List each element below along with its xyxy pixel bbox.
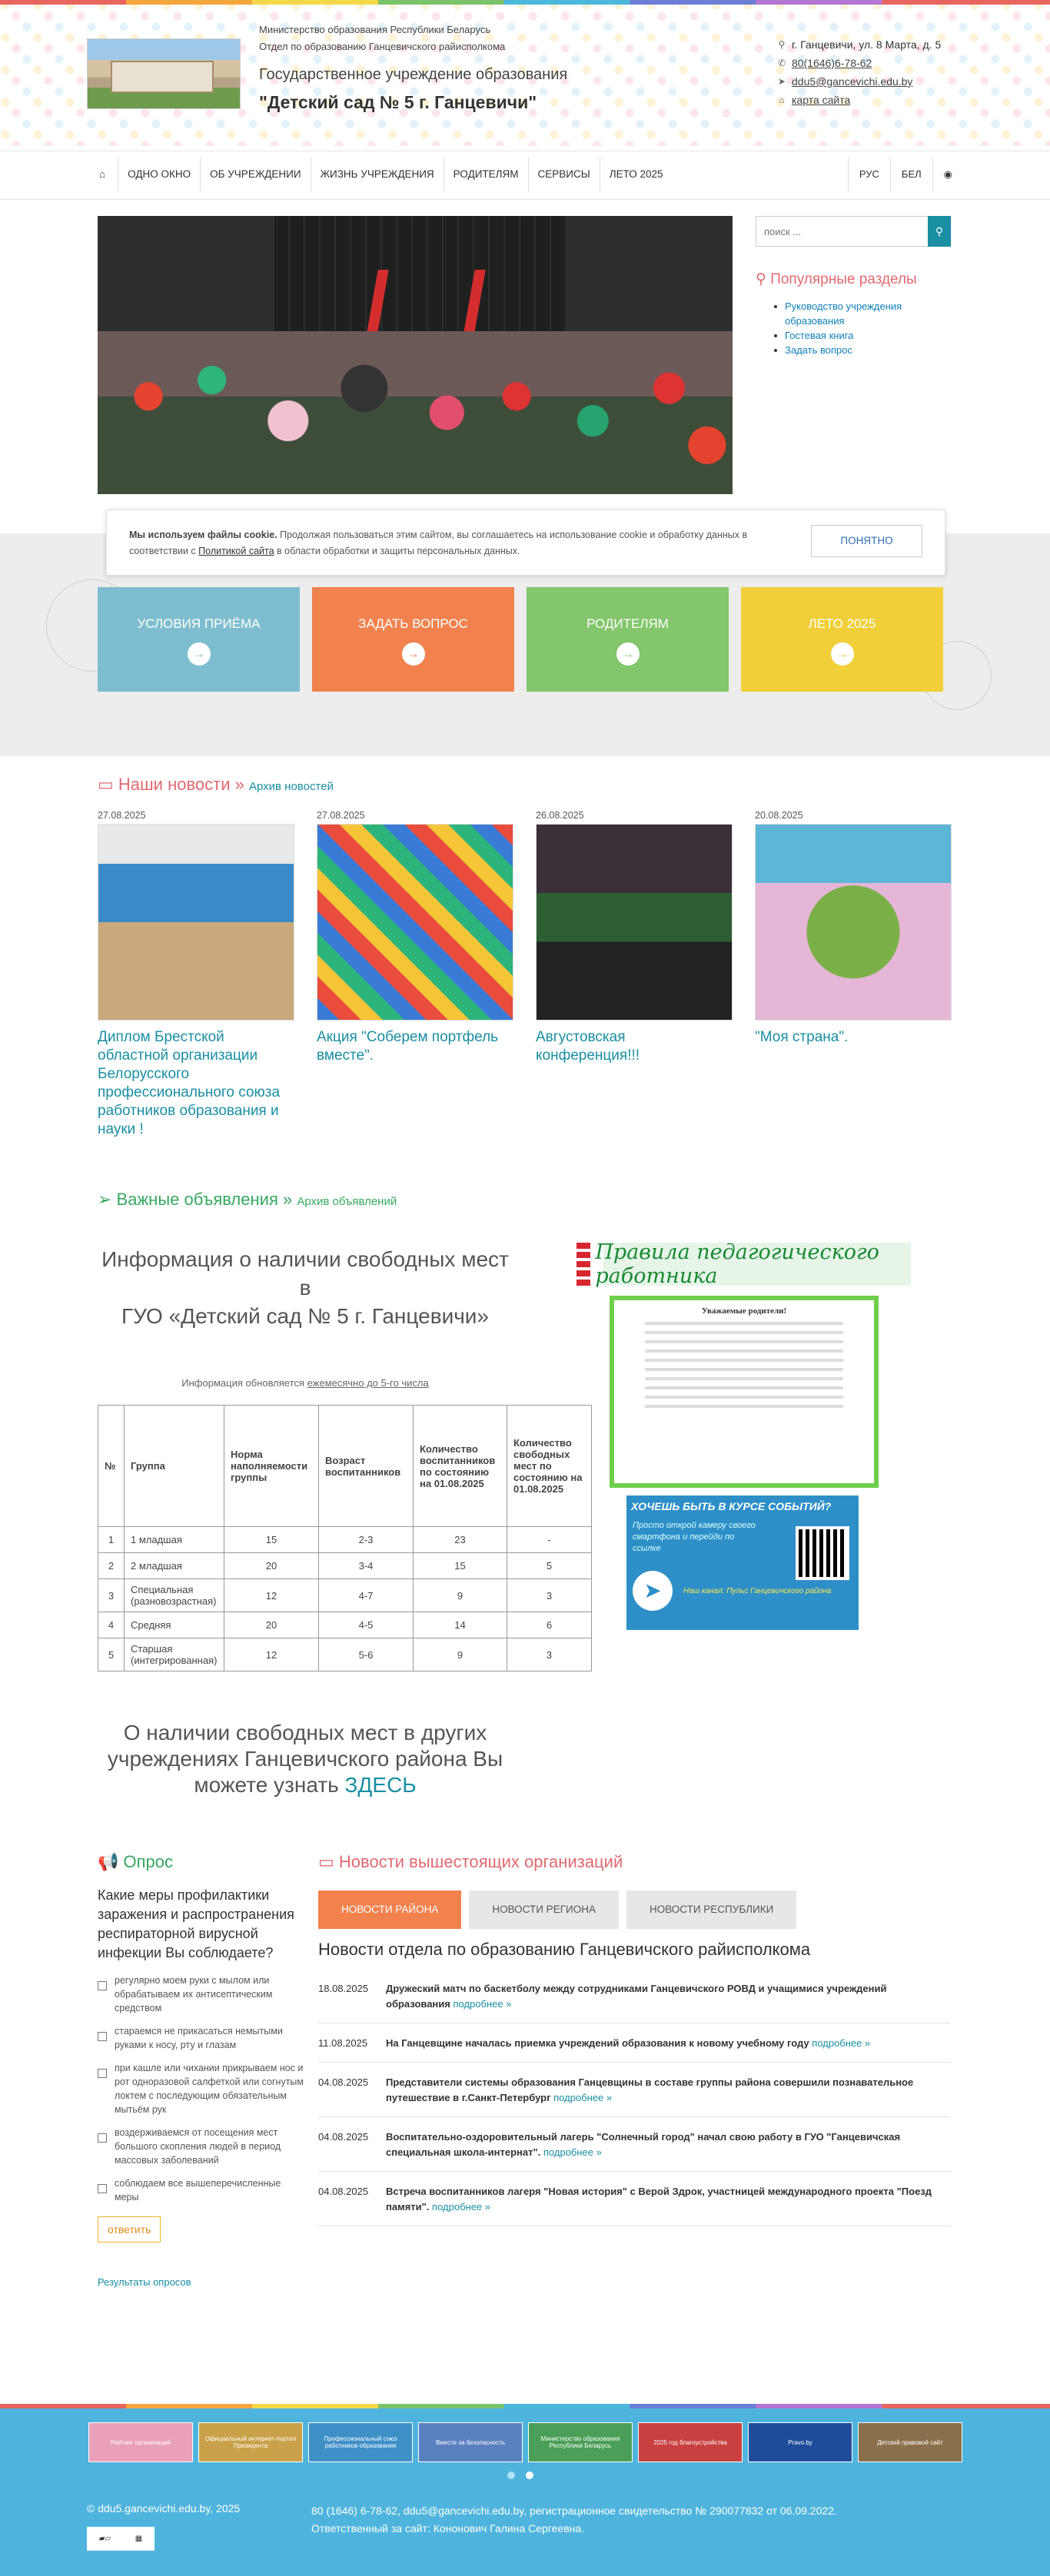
sitemap-link[interactable]: карта сайта [792,94,851,106]
other-availability-text: О наличии свободных мест в других учреждениях Ганцевичского района Вы можете узнать [107,1721,503,1797]
table-cell: 5 [98,1638,125,1671]
table-header: Количество воспитанников по состоянию на 01.08.2025 [414,1406,507,1527]
here-link[interactable]: ЗДЕСЬ [344,1773,417,1797]
note-link: ежемесячно до 5-го числа [307,1377,429,1389]
poll-option[interactable] [98,2126,305,2167]
table-cell: 4 [98,1612,125,1638]
paper-plane-icon: ➢ [98,1190,117,1209]
news-date: 18.08.2025 [318,1983,369,1994]
other-availability [98,1720,513,1798]
table-header: № [98,1406,125,1527]
table-cell: 3 [98,1579,125,1612]
nav-item-parents[interactable]: РОДИТЕЛЯМ [444,158,529,191]
address-row [776,35,941,54]
news-text[interactable]: На Ганцевщине началась приемка учреждений образования к новому учебному году [386,2037,809,2049]
tile-summer[interactable] [741,587,943,692]
table-cell: 15 [224,1527,319,1553]
pin-icon: ⚲ [756,271,771,287]
newspaper-icon: ▭ [318,1852,339,1871]
table-header: Возраст воспитанников [319,1406,414,1527]
news-photo[interactable] [536,824,733,1021]
email-row [776,72,941,91]
news-card[interactable] [536,810,733,1065]
phone-icon: ✆ [777,58,786,68]
partner-banner[interactable]: Официальный интернет-портал Президента [198,2422,303,2462]
news-date: 11.08.2025 [318,2037,368,2049]
list-item [318,2063,951,2117]
poll-option[interactable] [98,1973,305,2015]
tile-label: ЗАДАТЬ ВОПРОС [358,616,468,631]
news-tabs [318,1891,951,1929]
news-text[interactable]: Воспитательно-оздоровительный лагерь "Солнечный город" начал свою работу в ГУО "Ганцевичская специальная школа-интернат". [386,2131,901,2158]
table-cell: 4-7 [319,1579,414,1612]
search-button[interactable] [928,216,951,247]
announce-heading: ➢ Важные объявления » Архив объявлений [98,1190,397,1209]
higher-news-heading [318,1852,951,1872]
news-card[interactable] [755,810,952,1047]
poll-checkbox[interactable] [98,1981,107,1990]
read-more-link[interactable]: подробнее » [543,2146,602,2158]
higher-org-news [318,1852,951,2226]
tab-district-news[interactable]: НОВОСТИ РАЙОНА [318,1891,461,1929]
news-card[interactable] [317,810,513,1065]
grid-icon: ▦ [135,2535,143,2543]
poll-question: Какие меры профилактики заражения и распространения респираторной вирусной инфекции Вы соблюдаете? [98,1887,294,1960]
poll-heading [98,1852,305,1872]
carousel-dot[interactable] [526,2471,533,2479]
news-archive-link[interactable]: Архив новостей [248,780,334,793]
availability-title-line: ГУО «Детский сад № 5 г. Ганцевичи» [121,1304,490,1328]
partner-banner[interactable]: Министерство образования Республики Беларусь [528,2422,633,2462]
tile-admission[interactable] [98,587,300,692]
ministry-info [259,22,505,55]
table-cell: 3-4 [319,1553,414,1579]
lang-rus[interactable]: РУС [848,158,890,191]
table-header: Группа [125,1406,224,1527]
read-more-link[interactable]: подробнее » [812,2037,871,2049]
arrow-right-icon: → [188,642,211,666]
poll-option-label: регулярно моем руки с мылом или обрабатываем их антисептическим средством [115,1975,273,2013]
news-photo[interactable] [755,824,952,1021]
table-cell: - [507,1527,592,1553]
nav-menu [87,158,673,191]
table-cell: 3 [507,1638,592,1671]
tile-parents[interactable] [527,587,729,692]
arrow-right-icon: → [402,642,425,666]
read-more-link[interactable]: подробнее » [553,2092,613,2103]
poll-title: Опрос [123,1852,174,1871]
list-item [318,1969,951,2023]
table-row [98,1612,592,1638]
newspaper-icon: ▭ [98,775,118,794]
news-photo[interactable] [98,824,294,1021]
popular-item[interactable]: Гостевая книга [785,328,955,343]
cookie-text-1: Продолжая пользоваться этим сайтом, вы соглашаетесь на использование cookie и обработку данных в соответствии с [129,529,748,556]
counter-icon: ▰▱ [98,2535,111,2543]
partner-banners [88,2422,962,2462]
lang-bel[interactable]: БЕЛ [890,158,932,191]
cookie-text [129,527,806,559]
table-cell: 5-6 [319,1638,414,1671]
partner-banner[interactable]: Рейтинг организаций [88,2422,193,2462]
send-icon: ➤ [777,76,786,87]
news-card[interactable] [98,810,294,1139]
map-pin-icon: ⚲ [778,39,786,50]
poster-heading: Уважаемые родители! [701,1306,787,1316]
popular-title-text: Популярные разделы [770,271,917,287]
table-cell: 15 [414,1553,507,1579]
cookie-text-2: в области обработки и защиты персональных данных. [274,546,520,556]
carousel-dots [507,2471,533,2479]
table-row [98,1638,592,1671]
poll-option-label: воздерживаемся от посещения мест большого скопления людей в период массовых заболеваний [115,2127,281,2166]
copyright: © ddu5.gancevichi.edu.by, 2025 [87,2502,241,2515]
news-date: 26.08.2025 [536,810,584,821]
popular-item[interactable]: Задать вопрос [785,343,955,357]
arrow-right-icon: → [616,642,640,666]
table-cell: Старшая (интегрированная) [125,1638,224,1671]
table-cell: 20 [224,1612,319,1638]
news-heading: ▭ Наши новости » Архив новостей [98,775,334,794]
nav-item-about[interactable]: ОБ УЧРЕЖДЕНИИ [201,158,311,191]
table-cell: 9 [414,1579,507,1612]
email-link[interactable]: ddu5@gancevichi.edu.by [792,75,913,88]
table-cell: 20 [224,1553,319,1579]
quick-tiles [98,587,943,692]
table-cell: 12 [224,1579,319,1612]
address-text: г. Ганцевичи, ул. 8 Марта, д. 5 [792,38,942,51]
arrow-right-icon: → [831,642,854,666]
hero-group [98,331,733,494]
poll-results-link[interactable]: Результаты опросов [98,2276,191,2288]
table-cell: 2 младшая [125,1553,224,1579]
main-navigation [0,151,1050,200]
popular-item[interactable]: Руководство учреждения образования [785,299,955,328]
news-text[interactable]: Дружеский матч по баскетболу между сотрудниками Ганцевичского РОВД и учащимися учреждений образования [386,1983,887,2010]
tile-label: УСЛОВИЯ ПРИЁМА [137,616,261,631]
tile-ask-question[interactable] [312,587,514,692]
poll-option-label: стараемся не прикасаться немытыми руками к носу, рту и глазам [115,2026,283,2050]
parents-poster[interactable] [610,1296,879,1488]
news-date: 27.08.2025 [98,810,146,821]
phone-row [776,54,941,72]
table-cell: 9 [414,1638,507,1671]
higher-news-list [318,1969,951,2226]
news-title: Наши новости [118,775,231,794]
ornament-icon [577,1243,590,1286]
footer-contact-line: 80 (1646) 6-78-62, ddu5@gancevichi.edu.by, регистрационное свидетельство № 290077832 от 06.09.2022. [311,2505,837,2517]
partner-banner[interactable]: Профессиональный союз работников образования [308,2422,413,2462]
table-cell: 6 [507,1612,592,1638]
news-date: 20.08.2025 [755,810,803,821]
table-cell: 1 младшая [125,1527,224,1553]
counter-badge[interactable] [87,2527,155,2551]
home-icon[interactable]: ⌂ [87,158,118,191]
news-title-link[interactable]: Диплом Брестской областной организации Белорусского профессионального союза работников образования и науки ! [98,1029,281,1137]
qr-code[interactable] [796,1526,849,1580]
sitemap-icon: ⌂ [779,95,785,105]
table-row [98,1527,592,1553]
poll-checkbox[interactable] [98,2069,107,2078]
popular-list [756,299,955,357]
footer-responsible-line: Ответственный за сайт: Кононович Галина Сергеевна. [311,2522,585,2535]
poll-checkbox[interactable] [98,2133,107,2143]
news-date: 04.08.2025 [318,2131,369,2143]
building-photo[interactable] [87,38,241,109]
tile-label: ЛЕТО 2025 [808,616,876,631]
table-cell: 14 [414,1612,507,1638]
carousel-dot[interactable] [507,2471,515,2479]
popular-title [756,271,955,288]
news-date: 27.08.2025 [317,810,365,821]
partner-banner[interactable]: Вместе за безопасность [418,2422,523,2462]
news-photo[interactable] [317,824,513,1021]
table-cell: 2 [98,1553,125,1579]
poll-option[interactable] [98,2176,305,2204]
table-header: Количество свободных мест по состоянию на 01.08.2025 [507,1406,592,1527]
news-text[interactable]: Представители системы образования Ганцевщины в составе группы района совершили познавательное путешествие в г.Санкт-Петербург [386,2076,914,2103]
table-cell: 3 [507,1579,592,1612]
sitemap-row [776,91,941,109]
list-item [318,2117,951,2172]
cookie-accept-button[interactable]: ПОНЯТНО [811,525,922,557]
search-box [756,216,951,247]
news-title-link[interactable]: Августовская конференция!!! [536,1029,640,1064]
teacher-rules-banner[interactable] [577,1240,911,1288]
tile-label: РОДИТЕЛЯМ [586,616,669,631]
nav-item-services[interactable]: СЕРВИСЫ [529,158,600,191]
announce-title: Важные объявления [116,1190,278,1209]
hero-photo[interactable] [98,216,733,494]
search-input[interactable] [756,216,928,247]
list-item [318,2172,951,2226]
search-icon: ⚲ [935,224,944,237]
table-cell: 5 [507,1553,592,1579]
org-name[interactable]: "Детский сад № 5 г. Ганцевичи" [259,92,537,112]
read-more-link[interactable]: подробнее » [432,2201,491,2213]
nav-item-summer[interactable]: ЛЕТО 2025 [609,168,663,180]
popular-sections [756,271,955,357]
table-cell: 23 [414,1527,507,1553]
cookie-bold: Мы используем файлы cookie. [129,529,277,540]
telegram-banner[interactable] [626,1495,859,1630]
news-date: 04.08.2025 [318,2076,369,2088]
nav-item-one-window[interactable]: ОДНО ОКНО [118,158,201,191]
header-contacts [776,35,941,109]
nav-language-switch [848,158,963,191]
news-title-link[interactable]: "Моя страна". [755,1029,849,1045]
telegram-icon: ➤ [633,1571,673,1611]
news-text[interactable]: Встреча воспитанников лагеря "Новая история" с Верой Здрок, участницей международного проекта "Поезд памяти". [386,2186,932,2213]
partner-banner[interactable]: 2025 год благоустройства [638,2422,743,2462]
availability-title [98,1245,513,1330]
rules-banner-text: Правила педагогического работника [595,1240,879,1288]
higher-news-subtitle: Новости отдела по образованию Ганцевичского райисполкома [318,1940,811,1959]
table-cell: 2-3 [319,1527,414,1553]
table-cell: Специальная (разновозрастная) [125,1579,224,1612]
partner-banner[interactable]: Pravo.by [748,2422,852,2462]
availability-title-line: Информация о наличии свободных мест в [101,1247,509,1300]
poll-checkbox[interactable] [98,2032,107,2041]
table-row [98,1553,592,1579]
table-header: Норма наполняемости группы [224,1406,319,1527]
telegram-text: Просто открой камеру своего смартфона и перейди по ссылке [633,1521,756,1553]
cookie-banner [106,510,945,576]
poll-option-label: соблюдаем все вышеперечисленные меры [115,2178,281,2203]
availability-note [98,1377,513,1389]
cookie-policy-link[interactable]: Политикой сайта [198,546,274,556]
tab-region-news[interactable]: НОВОСТИ РЕГИОНА [469,1891,619,1929]
read-more-link[interactable]: подробнее » [453,1998,512,2010]
telegram-title: ХОЧЕШЬ БЫТЬ В КУРСЕ СОБЫТИЙ? [631,1500,832,1512]
availability-table [98,1405,592,1671]
footer-contacts [311,2502,837,2538]
ministry-line: Министерство образования Республики Беларусь [259,24,491,35]
poll-option[interactable] [98,2061,305,2116]
nav-item-life[interactable]: ЖИЗНЬ УЧРЕЖДЕНИЯ [311,158,444,191]
megaphone-icon: 📢 [98,1852,124,1871]
department-line: Отдел по образованию Ганцевичского райисполкома [259,41,506,52]
announce-archive-link[interactable]: Архив объявлений [297,1195,397,1208]
poll-option[interactable] [98,2024,305,2052]
phone-link[interactable]: 80(1646)6-78-62 [792,57,872,69]
partner-banner[interactable]: Детский правовой сайт [858,2422,962,2462]
org-type: Государственное учреждение образования [259,66,568,83]
table-cell: 12 [224,1638,319,1671]
tab-republic-news[interactable]: НОВОСТИ РЕСПУБЛИКИ [626,1891,796,1929]
higher-news-title: Новости вышестоящих организаций [338,1852,623,1871]
top-rainbow-bar [0,0,1050,5]
list-item [318,2023,951,2063]
poll-option-label: при кашле или чихании прикрываем нос и рот одноразовой салфеткой или согнутым локтем с последующим обязательным мытьём рук [115,2063,304,2115]
table-cell: Средняя [125,1612,224,1638]
table-header-row [98,1406,592,1527]
poll-widget [98,1852,305,2288]
eye-icon[interactable]: ◉ [932,158,963,191]
site-header [0,0,1050,146]
note-prefix: Информация обновляется [181,1377,307,1389]
telegram-footer: Наш канал: Пульс Ганцевичского района [683,1587,832,1595]
table-cell: 4-5 [319,1612,414,1638]
table-row [98,1579,592,1612]
poll-submit-button[interactable]: ответить [98,2216,161,2242]
poll-checkbox[interactable] [98,2184,107,2193]
news-date: 04.08.2025 [318,2186,369,2197]
table-cell: 1 [98,1527,125,1553]
news-title-link[interactable]: Акция "Соберем портфель вместе". [317,1029,499,1064]
